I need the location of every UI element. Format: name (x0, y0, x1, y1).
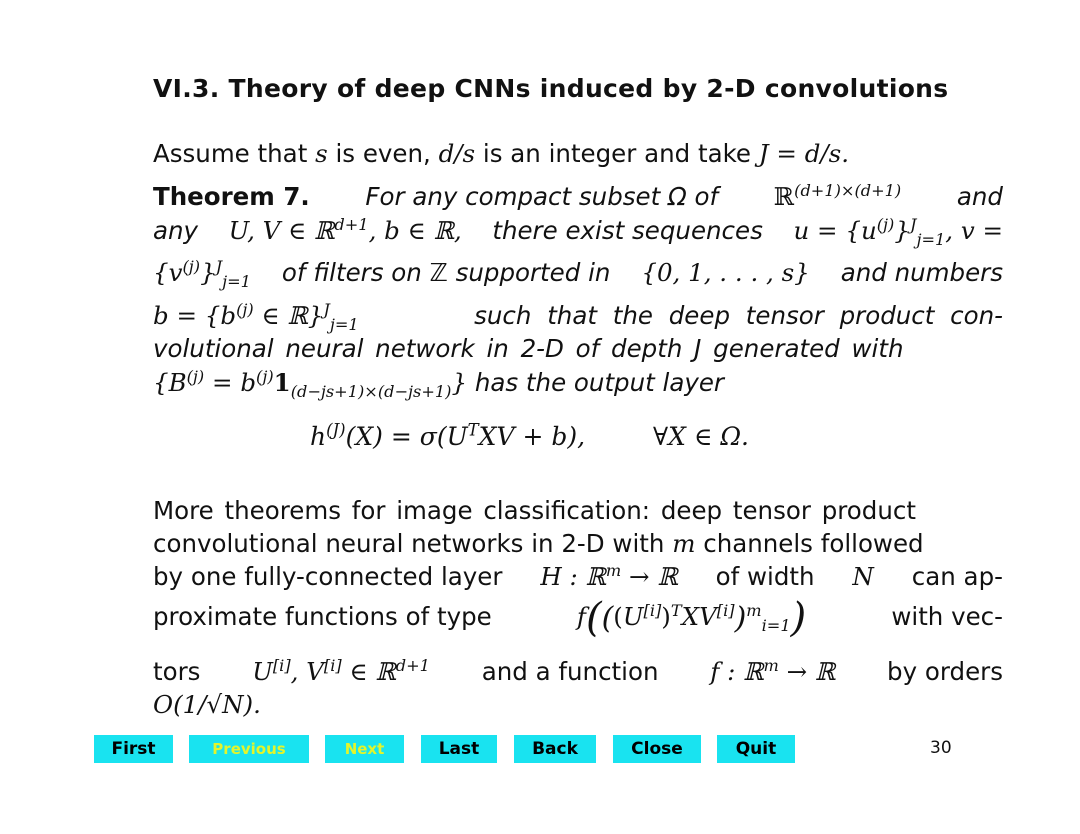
theorem-label: Theorem 7. (153, 182, 310, 211)
slide-title: VI.3. Theory of deep CNNs induced by 2-D convolutions (153, 74, 949, 103)
next-button[interactable]: Next (325, 735, 404, 763)
quit-button[interactable]: Quit (717, 735, 795, 763)
assumption-line: Assume that s is even, d/s is an integer and take J = d/s. (153, 139, 850, 168)
theorem-line-4: $b = \{b^{(j)}$ ∈ ℝ}$^J_{j=1}$ such that the deep tensor product con- (153, 299, 1003, 334)
back-button[interactable]: Back (514, 735, 596, 763)
theorem-line-1: Theorem 7. For any compact subset Ω of ℝ$^{(d+1)\times(d+1)}$ and (153, 180, 1003, 214)
first-button[interactable]: First (94, 735, 173, 763)
theorem-line-6: $\{B^{(j)} = b^{(j)}1_{(d-js+1)\times(d-js+1)}\}$ has the output layer (153, 366, 724, 401)
theorem-line-5: volutional neural network in 2-D of depth J generated with (153, 334, 904, 363)
page-number: 30 (930, 738, 952, 758)
previous-button[interactable]: Previous (189, 735, 309, 763)
theorem-line-2: any U, V ∈ ℝ$^{d+1}$, b ∈ ℝ, there exist sequences $u = \{u^{(j)}\}^J_{j=1}$, v = (153, 214, 1003, 249)
more-line-1: More theorems for image classification: deep tensor product (153, 496, 916, 525)
more-line-6: O(1/√N). (153, 690, 261, 719)
theorem-line-3: $\{v^{(j)}\}^J_{j=1}$ of filters on ℤ supported in {0, 1, . . . , s} and numbers (153, 256, 1003, 291)
more-line-5: tors U[i], V[i] ∈ ℝ$^{d+1}$ and a function f : ℝ$^m$ → ℝ by orders (153, 655, 1003, 686)
more-line-4: proximate functions of type $f(((U[i])^TXV[i])^m_{i=1})$ with vec- (153, 595, 1003, 641)
last-button[interactable]: Last (421, 735, 497, 763)
more-line-2: convolutional neural networks in 2-D with m channels followed (153, 529, 924, 558)
output-layer-equation: $h^{(J)}(X) = \sigma(U^TXV + b)$, ∀X ∈ Ω. (310, 420, 749, 451)
close-button[interactable]: Close (613, 735, 701, 763)
more-line-3: by one fully-connected layer H : ℝ$^m$ → ℝ of width N can ap- (153, 560, 1003, 591)
